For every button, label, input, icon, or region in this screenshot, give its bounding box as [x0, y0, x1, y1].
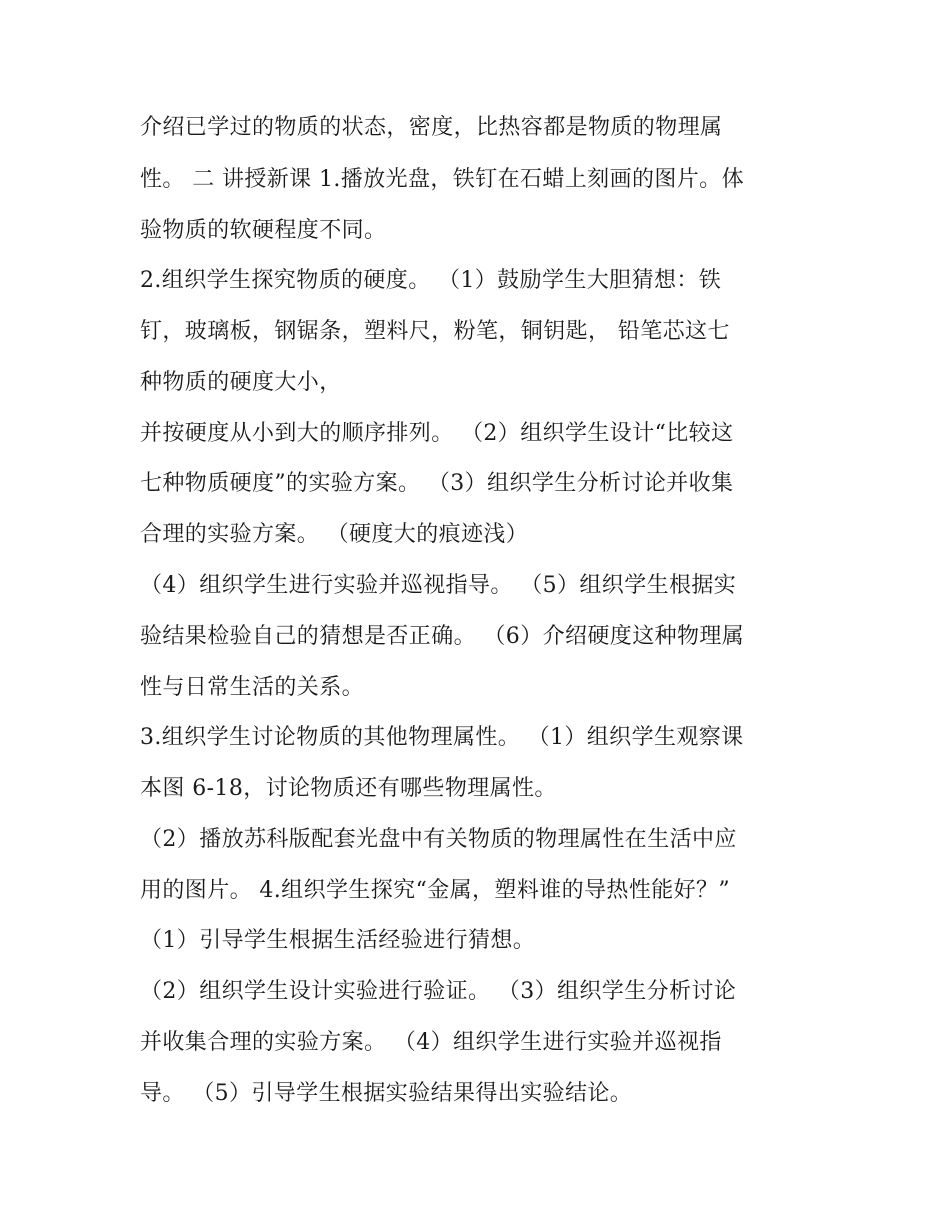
- text-line: 本图 6-18，讨论物质还有哪些物理属性。: [140, 776, 557, 801]
- text-line: 导。 （5）引导学生根据实验结果得出实验结论。: [140, 1081, 633, 1106]
- text-line: 性与日常生活的关系。: [140, 675, 365, 700]
- text-line: 2.组织学生探究物质的硬度。 （1）鼓励学生大胆猜想：铁: [140, 268, 722, 293]
- text-line: 并收集合理的实验方案。 （4）组织学生进行实验并巡视指: [140, 1030, 722, 1055]
- text-line: 3.组织学生讨论物质的其他物理属性。 （1）组织学生观察课: [140, 725, 744, 750]
- text-line: （4）组织学生进行实验并巡视指导。 （5）组织学生根据实: [140, 573, 737, 598]
- text-line: （1）引导学生根据生活经验进行猜想。: [140, 928, 536, 953]
- text-line: 七种物质硬度”的实验方案。 （3）组织学生分析讨论并收集: [140, 471, 734, 496]
- text-line: 合理的实验方案。 （硬度大的痕迹浅）: [140, 522, 529, 547]
- text-line: 种物质的硬度大小，: [140, 370, 342, 395]
- text-line: 钉，玻璃板，钢锯条，塑料尺，粉笔，铜钥匙， 铅笔芯这七: [140, 319, 730, 344]
- text-line: （2）播放苏科版配套光盘中有关物质的物理属性在生活中应: [140, 827, 737, 852]
- text-line: 用的图片。 4.组织学生探究“金属，塑料谁的导热性能好？”: [140, 878, 731, 903]
- text-line: 介绍已学过的物质的状态，密度，比热容都是物质的物理属: [140, 115, 723, 140]
- text-line: （2）组织学生设计实验进行验证。 （3）组织学生分析讨论: [140, 979, 737, 1004]
- text-line: 并按硬度从小到大的顺序排列。 （2）组织学生设计“比较这: [140, 421, 734, 446]
- text-line: 验物质的软硬程度不同。: [140, 218, 387, 243]
- text-line: 性。 二 讲授新课 1.播放光盘，铁钉在石蜡上刻画的图片。体: [140, 167, 744, 192]
- text-line: 验结果检验自己的猜想是否正确。 （6）介绍硬度这种物理属: [140, 624, 745, 649]
